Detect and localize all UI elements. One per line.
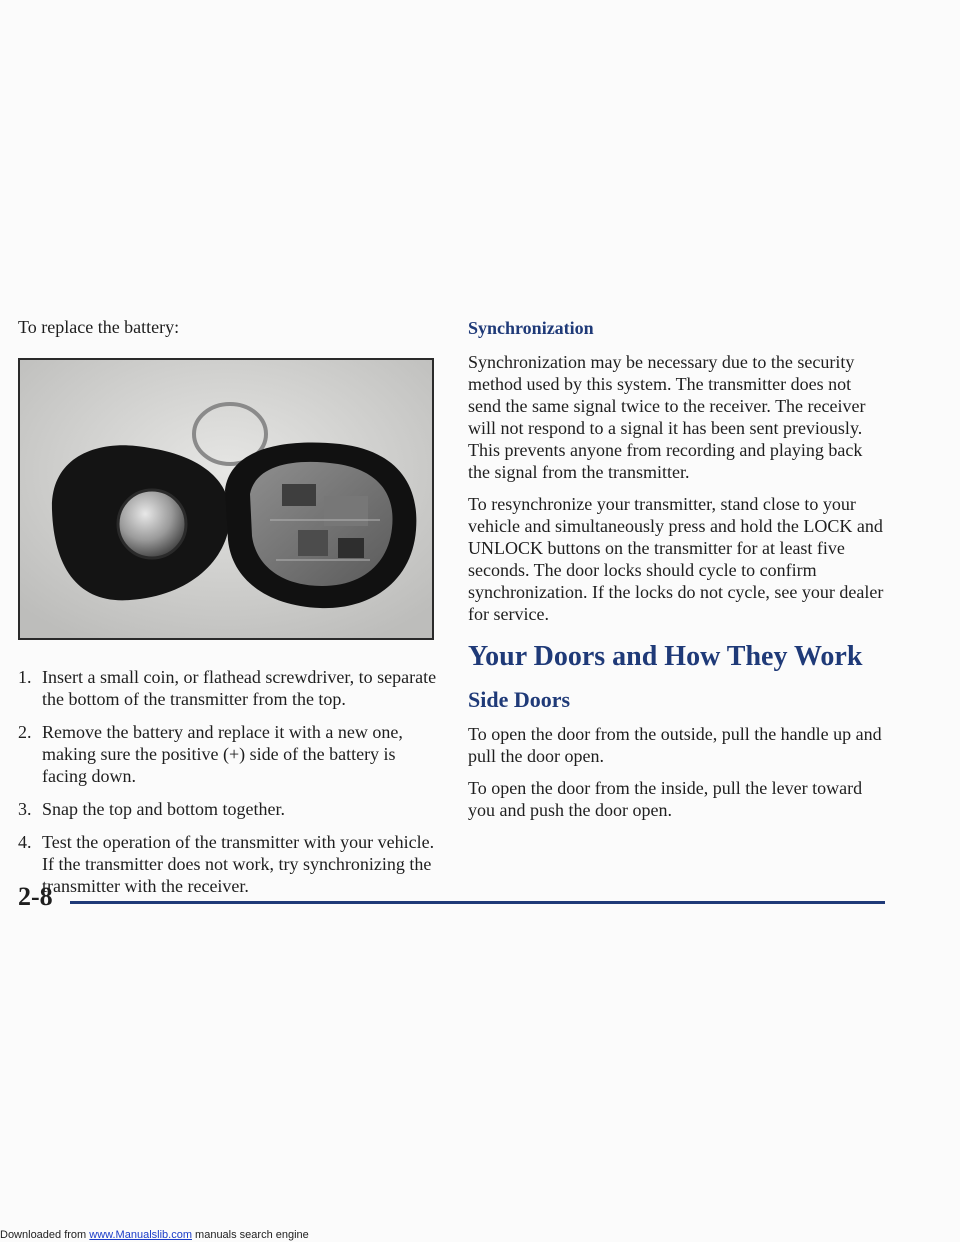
footer-rule bbox=[70, 901, 885, 904]
synchronization-heading: Synchronization bbox=[468, 318, 594, 338]
step-text: Test the operation of the transmitter with your vehicle. If the transmitter does not work, try synchronizing the transmitter with the receiver. bbox=[42, 832, 435, 896]
transmitter-illustration bbox=[20, 360, 432, 638]
step-item bbox=[18, 798, 438, 820]
step-text: Snap the top and bottom together. bbox=[42, 799, 285, 819]
side-doors-heading: Side Doors bbox=[468, 687, 571, 712]
page-number: 2-8 bbox=[18, 882, 53, 911]
section-heading: Your Doors and How They Work bbox=[468, 641, 863, 672]
battery-intro: To replace the battery: bbox=[18, 317, 180, 337]
transmitter-photo bbox=[18, 358, 434, 640]
download-prefix: Downloaded from bbox=[0, 1229, 90, 1241]
door-paragraph-2: To open the door from the inside, pull the lever toward you and push the door open. bbox=[468, 778, 863, 820]
battery-steps bbox=[18, 666, 438, 897]
download-banner bbox=[0, 1229, 309, 1241]
step-number: 4. bbox=[18, 832, 32, 852]
left-column bbox=[18, 306, 438, 908]
sync-paragraph-2: To resynchronize your transmitter, stand close to your vehicle and simultaneously press and hold the LOCK and UNLOCK buttons on the transmitter for at least five seconds. The door locks should cycle to confirm synchronization. If the locks do not cycle, see your dealer for service. bbox=[468, 494, 884, 624]
door-paragraph-1: To open the door from the outside, pull the handle up and pull the door open. bbox=[468, 724, 882, 766]
step-number: 3. bbox=[18, 799, 32, 819]
manualslib-link[interactable]: www.Manualslib.com bbox=[89, 1229, 192, 1241]
step-text: Insert a small coin, or flathead screwdriver, to separate the bottom of the transmitter from the top. bbox=[42, 667, 437, 709]
step-text: Remove the battery and replace it with a new one, making sure the positive (+) side of the battery is facing down. bbox=[42, 722, 403, 786]
step-item bbox=[18, 721, 438, 787]
sync-paragraph-1: Synchronization may be necessary due to the security method used by this system. The transmitter does not send the same signal twice to the receiver. The receiver will not respond to a signal it has been sent previously. This prevents anyone from recording and playing back the signal from the transmitter. bbox=[468, 352, 866, 482]
download-suffix: manuals search engine bbox=[191, 1229, 309, 1241]
step-number: 1. bbox=[18, 667, 32, 687]
step-item bbox=[18, 666, 438, 710]
step-number: 2. bbox=[18, 722, 32, 742]
step-item bbox=[18, 831, 438, 897]
right-column bbox=[468, 306, 888, 831]
